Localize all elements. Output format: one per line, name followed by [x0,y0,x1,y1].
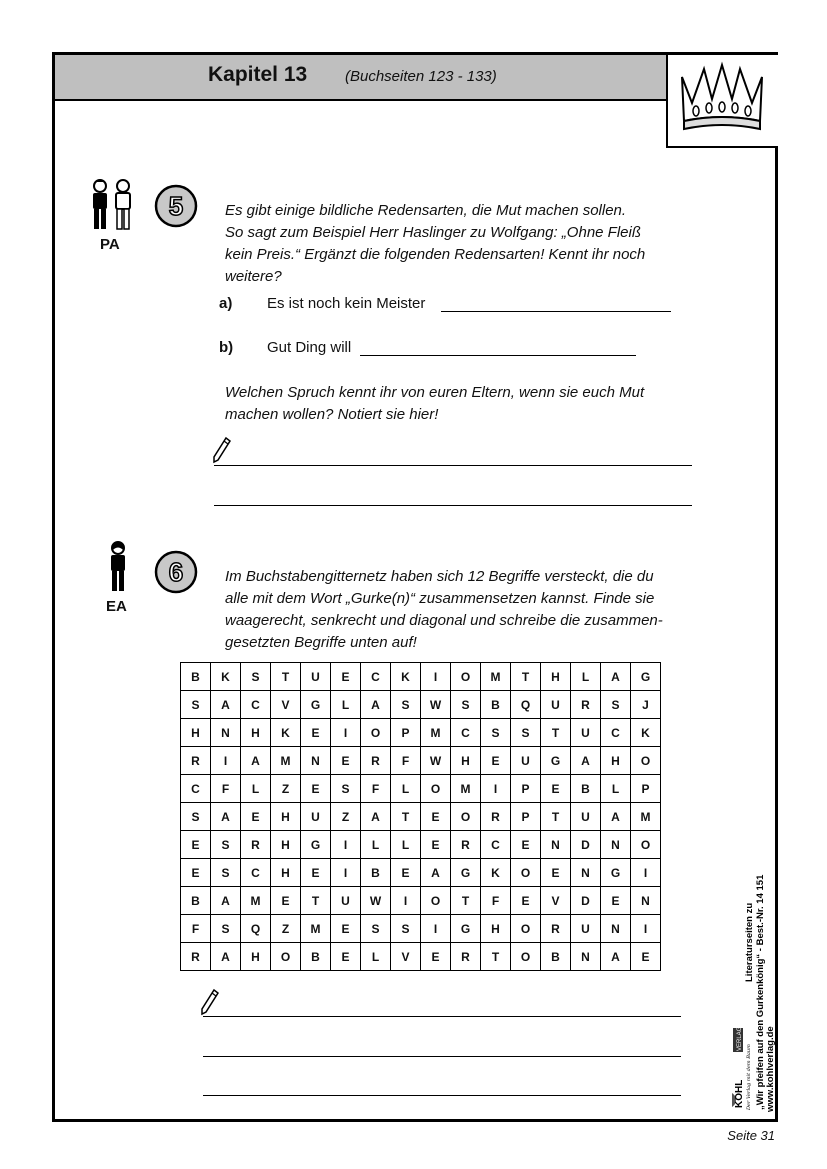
grid-cell[interactable]: U [301,803,331,831]
grid-cell[interactable]: D [571,831,601,859]
grid-cell[interactable]: O [511,943,541,971]
grid-cell[interactable]: P [391,719,421,747]
grid-cell[interactable]: U [331,887,361,915]
grid-cell[interactable]: A [211,887,241,915]
grid-cell[interactable]: U [571,803,601,831]
item-a-label: a) [219,295,233,312]
grid-cell[interactable]: H [181,719,211,747]
grid-cell[interactable]: R [541,915,571,943]
item-a-text: Es ist noch kein Meister [267,295,426,312]
grid-cell[interactable]: A [601,663,631,691]
grid-cell[interactable]: Z [331,803,361,831]
answer-line-a[interactable] [441,311,671,312]
grid-cell[interactable]: I [391,887,421,915]
grid-cell[interactable]: B [301,943,331,971]
grid-cell[interactable]: U [571,915,601,943]
grid-cell[interactable]: M [271,747,301,775]
grid-cell[interactable]: T [511,663,541,691]
grid-cell[interactable]: S [601,691,631,719]
grid-cell[interactable]: N [571,943,601,971]
grid-cell[interactable]: S [451,691,481,719]
grid-cell[interactable]: T [481,943,511,971]
single-work-icon [104,538,132,596]
grid-cell[interactable]: O [511,859,541,887]
grid-cell[interactable]: B [541,943,571,971]
page-number: Seite 31 [727,1128,775,1143]
grid-cell[interactable]: M [241,887,271,915]
grid-cell[interactable]: S [481,719,511,747]
page-title: Kapitel 13 [208,63,308,86]
grid-cell[interactable]: G [631,663,661,691]
grid-cell[interactable]: K [271,719,301,747]
grid-cell[interactable]: C [601,719,631,747]
grid-cell[interactable]: E [301,775,331,803]
pencil-icon [212,436,232,464]
grid-cell[interactable]: R [241,831,271,859]
grid-cell[interactable]: E [301,719,331,747]
grid-cell[interactable]: G [301,831,331,859]
grid-cell[interactable]: S [211,859,241,887]
grid-cell[interactable]: H [271,803,301,831]
grid-cell[interactable]: E [541,859,571,887]
grid-cell[interactable]: D [571,887,601,915]
task5-line: Es gibt einige bildliche Redensarten, die Mut machen sollen. [225,202,627,219]
grid-cell[interactable]: H [241,719,271,747]
grid-cell[interactable]: U [511,747,541,775]
item-b-text: Gut Ding will [267,339,352,356]
grid-cell[interactable]: O [271,943,301,971]
grid-cell[interactable]: H [271,831,301,859]
grid-cell[interactable]: W [361,887,391,915]
grid-cell[interactable]: F [391,747,421,775]
grid-cell[interactable]: E [271,887,301,915]
grid-cell[interactable]: E [301,859,331,887]
publisher-sidebar [732,760,782,1120]
grid-cell[interactable]: A [421,859,451,887]
grid-cell[interactable]: L [361,831,391,859]
grid-cell[interactable]: A [211,691,241,719]
grid-cell[interactable]: K [481,859,511,887]
grid-row [181,915,661,943]
answer-line-b[interactable] [360,355,636,356]
grid-cell[interactable]: U [571,719,601,747]
grid-cell[interactable]: Q [511,691,541,719]
grid-cell[interactable]: N [601,915,631,943]
grid-cell[interactable]: S [181,691,211,719]
grid-cell[interactable]: I [331,719,361,747]
grid-cell[interactable]: E [421,803,451,831]
grid-cell[interactable]: R [181,747,211,775]
task5-line: So sagt zum Beispiel Herr Haslinger zu Wolfgang: „Ohne Fleiß [225,224,642,241]
task5-question-line: Welchen Spruch kennt ihr von euren Eltern, wenn sie euch Mut [225,384,645,401]
grid-row [181,719,661,747]
grid-cell[interactable]: O [511,915,541,943]
grid-cell[interactable]: I [631,859,661,887]
grid-cell[interactable]: E [331,747,361,775]
grid-cell[interactable]: G [301,691,331,719]
grid-cell[interactable]: E [181,859,211,887]
grid-cell[interactable]: R [451,831,481,859]
grid-cell[interactable]: O [361,719,391,747]
grid-cell[interactable]: C [361,663,391,691]
grid-cell[interactable]: F [181,915,211,943]
task-number-5: 5 [168,191,184,221]
grid-cell[interactable]: V [391,943,421,971]
grid-cell[interactable]: A [571,747,601,775]
grid-cell[interactable]: K [211,663,241,691]
grid-cell[interactable]: L [241,775,271,803]
page-subtitle: (Buchseiten 123 - 133) [345,68,497,85]
grid-cell[interactable]: S [361,915,391,943]
grid-cell[interactable]: C [481,831,511,859]
task6-line: Im Buchstabengitternetz haben sich 12 Begriffe versteckt, die du [225,568,654,585]
grid-cell[interactable]: B [481,691,511,719]
grid-cell[interactable]: E [331,943,361,971]
grid-cell[interactable]: I [211,747,241,775]
grid-cell[interactable]: E [331,915,361,943]
grid-cell[interactable]: N [211,719,241,747]
grid-cell[interactable]: M [481,663,511,691]
grid-cell[interactable]: T [391,803,421,831]
grid-cell[interactable]: E [511,831,541,859]
grid-cell[interactable]: W [421,747,451,775]
pencil-icon [200,988,220,1016]
header-bar [55,55,666,101]
grid-cell[interactable]: N [601,831,631,859]
grid-cell[interactable]: O [421,887,451,915]
grid-cell[interactable]: P [631,775,661,803]
grid-row [181,691,661,719]
grid-cell[interactable]: H [481,915,511,943]
grid-cell[interactable]: G [541,747,571,775]
grid-cell[interactable]: K [391,663,421,691]
grid-cell[interactable]: A [361,691,391,719]
grid-row [181,747,661,775]
pair-work-icon [86,176,138,234]
grid-cell[interactable]: W [421,691,451,719]
grid-cell[interactable]: A [211,803,241,831]
grid-cell[interactable]: S [241,663,271,691]
grid-cell[interactable]: F [481,887,511,915]
grid-cell[interactable]: P [511,775,541,803]
grid-cell[interactable]: U [541,691,571,719]
grid-cell[interactable]: L [361,943,391,971]
grid-cell[interactable]: B [571,775,601,803]
grid-cell[interactable]: B [181,663,211,691]
grid-cell[interactable]: R [571,691,601,719]
grid-row [181,663,661,691]
task-number-badge-6 [154,550,198,594]
writing-line[interactable] [203,1056,681,1057]
grid-cell[interactable]: A [601,803,631,831]
grid-cell[interactable]: C [451,719,481,747]
item-a [219,295,425,312]
grid-cell[interactable]: C [241,859,271,887]
task-number-6: 6 [168,557,184,587]
grid-cell[interactable]: O [451,803,481,831]
grid-cell[interactable]: L [601,775,631,803]
grid-cell[interactable]: B [361,859,391,887]
task5-line: kein Preis.“ Ergänzt die folgenden Redensarten! Kennt ihr noch [225,246,646,263]
grid-cell[interactable]: N [631,887,661,915]
grid-cell[interactable]: Q [241,915,271,943]
grid-cell[interactable]: E [331,663,361,691]
task5-question-line: machen wollen? Notiert sie hier! [225,406,439,423]
grid-cell[interactable]: H [601,747,631,775]
grid-cell[interactable]: Z [271,775,301,803]
grid-cell[interactable]: E [181,831,211,859]
grid-cell[interactable]: E [541,775,571,803]
publisher-url: www.kohlverlag.de [765,1026,776,1112]
grid-cell[interactable]: H [541,663,571,691]
grid-cell[interactable]: B [181,887,211,915]
grid-cell[interactable]: G [601,859,631,887]
grid-cell[interactable]: I [331,831,361,859]
grid-cell[interactable]: E [481,747,511,775]
grid-cell[interactable]: E [511,887,541,915]
publisher-name: KOHL [734,1079,745,1108]
grid-cell[interactable]: P [511,803,541,831]
grid-row [181,831,661,859]
task5-line: weitere? [225,268,282,285]
grid-cell[interactable]: I [481,775,511,803]
grid-cell[interactable]: F [211,775,241,803]
grid-row [181,943,661,971]
writing-line[interactable] [214,505,692,506]
grid-cell[interactable]: N [301,747,331,775]
grid-cell[interactable]: E [241,803,271,831]
grid-cell[interactable]: M [301,915,331,943]
grid-cell[interactable]: K [631,719,661,747]
grid-cell[interactable]: E [631,943,661,971]
task5-instructions [225,200,705,288]
grid-cell[interactable]: Z [271,915,301,943]
grid-cell[interactable]: A [241,747,271,775]
grid-row [181,803,661,831]
crown-box [666,55,778,148]
grid-cell[interactable]: E [601,887,631,915]
grid-cell[interactable]: L [391,775,421,803]
grid-cell[interactable]: C [181,775,211,803]
grid-cell[interactable]: S [511,719,541,747]
grid-cell[interactable]: I [631,915,661,943]
grid-cell[interactable]: S [181,803,211,831]
grid-cell[interactable]: H [241,943,271,971]
task-number-badge-5 [154,184,198,228]
grid-cell[interactable]: O [631,747,661,775]
grid-cell[interactable]: N [571,859,601,887]
grid-cell[interactable]: N [541,831,571,859]
grid-cell[interactable]: R [481,803,511,831]
grid-cell[interactable]: S [331,775,361,803]
grid-row [181,775,661,803]
grid-cell[interactable]: M [451,775,481,803]
grid-cell[interactable]: C [241,691,271,719]
grid-cell[interactable]: T [541,719,571,747]
publisher-tag: VERLAG [737,1026,743,1051]
item-b-label: b) [219,339,234,356]
grid-cell[interactable]: S [211,915,241,943]
grid-row [181,859,661,887]
grid-cell[interactable]: E [421,831,451,859]
grid-cell[interactable]: T [451,887,481,915]
grid-cell[interactable]: L [391,831,421,859]
grid-cell[interactable]: E [421,943,451,971]
grid-cell[interactable]: R [451,943,481,971]
mode-label-pa: PA [100,236,120,253]
grid-cell[interactable]: O [421,775,451,803]
grid-cell[interactable]: V [541,887,571,915]
grid-cell[interactable]: H [271,859,301,887]
task6-instructions [225,566,705,654]
grid-cell[interactable]: T [271,663,301,691]
task6-line: gesetzten Begriffe unten auf! [225,634,417,651]
grid-cell[interactable]: G [451,915,481,943]
writing-line[interactable] [203,1016,681,1017]
kohl-logo [732,1026,752,1112]
grid-cell[interactable]: I [421,663,451,691]
grid-cell[interactable]: O [631,831,661,859]
mode-label-ea: EA [106,598,127,615]
writing-line[interactable] [214,465,692,466]
letter-grid [180,662,661,971]
grid-cell[interactable]: J [631,691,661,719]
grid-cell[interactable]: F [361,775,391,803]
sidebar-text-1: Literaturseiten zu [744,902,755,982]
task5-question [225,382,705,426]
task6-line: alle mit dem Wort „Gurke(n)“ zusammensetzen kannst. Finde sie [225,590,655,607]
grid-cell[interactable]: I [421,915,451,943]
grid-cell[interactable]: S [391,691,421,719]
grid-cell[interactable]: U [301,663,331,691]
publisher-motto: Der Verlag mit dem Baum [746,1044,752,1110]
grid-cell[interactable]: A [361,803,391,831]
sidebar-text-2: „Wir pfeifen auf den Gurkenkönig“ - Best.-Nr. 14 151 [755,874,766,1110]
crown-icon [668,55,776,143]
task6-line: waagerecht, senkrecht und diagonal und schreibe die zusammen- [225,612,663,629]
grid-cell[interactable]: M [421,719,451,747]
grid-cell[interactable]: H [451,747,481,775]
grid-cell[interactable]: E [391,859,421,887]
grid-cell[interactable]: S [391,915,421,943]
grid-cell[interactable]: A [211,943,241,971]
writing-line[interactable] [203,1095,681,1096]
grid-cell[interactable]: M [631,803,661,831]
grid-cell[interactable]: I [331,859,361,887]
grid-cell[interactable]: S [211,831,241,859]
grid-cell[interactable]: R [181,943,211,971]
grid-cell[interactable]: R [361,747,391,775]
grid-cell[interactable]: L [331,691,361,719]
grid-cell[interactable]: V [271,691,301,719]
grid-row [181,887,661,915]
item-b [219,339,351,356]
grid-cell[interactable]: T [301,887,331,915]
grid-cell[interactable]: G [451,859,481,887]
grid-cell[interactable]: L [571,663,601,691]
grid-cell[interactable]: A [601,943,631,971]
grid-cell[interactable]: T [541,803,571,831]
grid-cell[interactable]: O [451,663,481,691]
